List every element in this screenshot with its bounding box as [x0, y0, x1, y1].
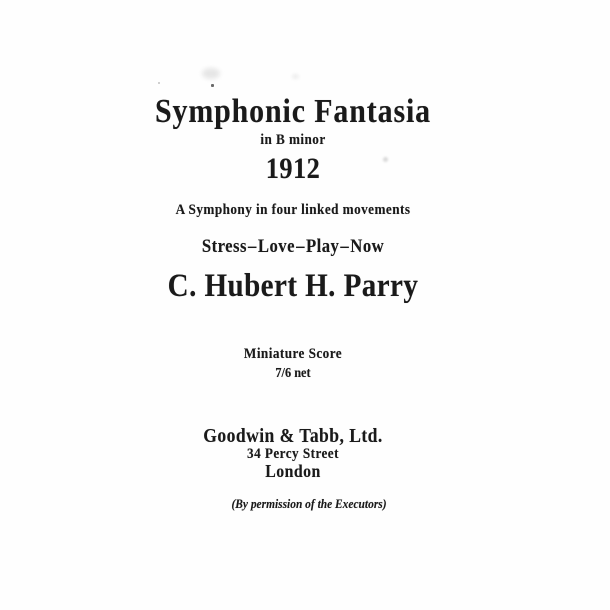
scan-speckle — [158, 82, 160, 84]
page-title: Symphonic Fantasia — [154, 93, 432, 130]
publisher-city: London — [265, 461, 321, 481]
publisher-name: Goodwin & Tabb, Ltd. — [203, 425, 383, 447]
scan-speckle — [211, 84, 214, 87]
composer-name: C. Hubert H. Parry — [167, 268, 419, 304]
scan-speckle — [202, 68, 220, 79]
price-label: 7/6 net — [275, 366, 311, 381]
key-subtitle: in B minor — [260, 132, 326, 148]
scan-speckle — [292, 74, 299, 79]
permission-note: (By permission of the Executors) — [231, 496, 387, 511]
scan-speckle — [383, 157, 388, 162]
edition-label: Miniature Score — [243, 346, 343, 362]
work-description: A Symphony in four linked movements — [175, 202, 411, 218]
year: 1912 — [265, 152, 321, 185]
publisher-address: 34 Percy Street — [247, 446, 339, 462]
movements-line: Stress – Love – Play – Now — [201, 236, 385, 257]
